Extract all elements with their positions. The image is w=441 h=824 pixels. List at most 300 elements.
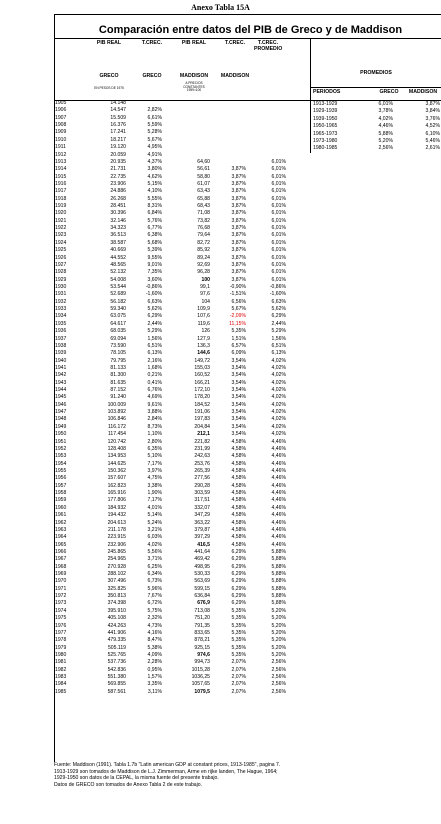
year-cell: 1969 xyxy=(55,571,67,578)
promedio-cell: 4,02% xyxy=(271,372,286,379)
promedio-cell: 4,02% xyxy=(271,394,286,401)
table-row xyxy=(0,402,441,409)
greco-pib-cell: 14.547 xyxy=(110,107,126,114)
promedio-cell: 6,01% xyxy=(271,276,286,283)
promedio-cell: 2,56% xyxy=(271,681,286,688)
year-cell: 1963 xyxy=(55,526,67,533)
year-cell: 1979 xyxy=(55,644,67,651)
year-cell: 1929 xyxy=(55,276,67,283)
maddison-tcrec-cell: 6,56% xyxy=(231,298,246,305)
maddison-pib-cell: 172,10 xyxy=(194,387,210,394)
maddison-tcrec-cell: 3,54% xyxy=(231,379,246,386)
maddison-pib-cell: 191,06 xyxy=(194,409,210,416)
table-row xyxy=(0,181,441,188)
table-row xyxy=(0,681,441,688)
table-row xyxy=(0,549,441,556)
maddison-pib-cell: 878,21 xyxy=(194,637,210,644)
greco-tcrec-cell: 5,39% xyxy=(147,247,162,254)
promedio-cell: 4,46% xyxy=(271,460,286,467)
greco-pib-cell: 128.408 xyxy=(107,445,126,452)
year-cell: 1939 xyxy=(55,350,67,357)
table-row xyxy=(0,115,441,122)
greco-pib-cell: 78.105 xyxy=(110,350,126,357)
greco-tcrec-cell: 7,17% xyxy=(147,460,162,467)
maddison-pib-cell: 155,03 xyxy=(194,364,210,371)
table-row xyxy=(0,144,441,151)
table-row xyxy=(0,608,441,615)
year-cell: 1916 xyxy=(55,180,67,187)
table-row xyxy=(0,225,441,232)
year-cell: 1954 xyxy=(55,460,67,467)
promedio-cell: 6,01% xyxy=(271,247,286,254)
promedio-cell: 4,46% xyxy=(271,453,286,460)
promedio-cell: 5,20% xyxy=(271,629,286,636)
table-row xyxy=(0,255,441,262)
promedio-cell: 6,01% xyxy=(271,239,286,246)
greco-pib-cell: 32.146 xyxy=(110,217,126,224)
year-cell: 1914 xyxy=(55,166,67,173)
greco-tcrec-cell: 5,29% xyxy=(147,328,162,335)
maddison-pib-cell: 347,29 xyxy=(194,512,210,519)
maddison-tcrec-cell: 3,87% xyxy=(231,276,246,283)
greco-tcrec-cell: -0,86% xyxy=(145,284,162,290)
maddison-pib-cell: 89,24 xyxy=(197,254,210,261)
greco-pib-cell: 14.148 xyxy=(110,100,126,106)
greco-tcrec-cell: 4,69% xyxy=(147,394,162,401)
maddison-tcrec-cell: 4,58% xyxy=(231,475,246,482)
maddison-tcrec-cell: 4,58% xyxy=(231,438,246,445)
greco-pib-cell: 177.806 xyxy=(107,497,126,504)
greco-pib-cell: 374.398 xyxy=(107,600,126,607)
maddison-tcrec-cell: 3,87% xyxy=(231,195,246,202)
periodo-cell: 1913-1929 xyxy=(313,101,338,107)
maddison-tcrec-cell: 4,58% xyxy=(231,497,246,504)
maddison-pib-cell: 85,92 xyxy=(197,247,210,254)
greco-pib-cell: 22.735 xyxy=(110,173,126,180)
maddison-pib-cell: 144,6 xyxy=(197,350,210,357)
promedio-greco-cell: 5,20% xyxy=(378,138,393,144)
promedio-cell: 6,01% xyxy=(271,188,286,195)
table-row xyxy=(0,527,441,534)
greco-tcrec-cell: 3,60% xyxy=(147,276,162,283)
maddison-tcrec-cell: 5,67% xyxy=(231,306,246,313)
maddison-tcrec-cell: 6,29% xyxy=(231,571,246,578)
maddison-tcrec-cell: 3,87% xyxy=(231,210,246,217)
greco-pib-cell: 505.119 xyxy=(107,644,126,651)
promedio-greco-cell: 2,56% xyxy=(378,145,393,152)
promedio-cell: 4,02% xyxy=(271,387,286,394)
table-row xyxy=(0,505,441,512)
maddison-pib-cell: 317,51 xyxy=(194,497,210,504)
greco-pib-cell: 79.795 xyxy=(110,357,126,364)
maddison-pib-cell: 76,68 xyxy=(197,225,210,232)
promedio-cell: 6,29% xyxy=(271,313,286,320)
maddison-tcrec-cell: 5,35% xyxy=(231,607,246,614)
maddison-tcrec-cell: 3,87% xyxy=(231,225,246,232)
maddison-pib-cell: 107,6 xyxy=(197,313,210,320)
greco-tcrec-cell: 0,95% xyxy=(147,666,162,673)
note-line: 1929-1950 son datos de la CEPAL, la misma fuente del presente trabajo. xyxy=(54,775,219,781)
promedio-cell: 6,01% xyxy=(271,158,286,165)
table-row xyxy=(0,174,441,181)
greco-tcrec-cell: 6,03% xyxy=(147,534,162,541)
year-cell: 1937 xyxy=(55,335,67,342)
greco-tcrec-cell: 3,97% xyxy=(147,468,162,474)
promedio-cell: 5,62% xyxy=(271,306,286,313)
promedio-cell: 4,46% xyxy=(271,497,286,504)
year-cell: 1907 xyxy=(55,114,67,121)
greco-tcrec-cell: 3,88% xyxy=(147,409,162,416)
maddison-tcrec-cell: 4,58% xyxy=(231,460,246,467)
greco-pib-cell: 144.625 xyxy=(107,460,126,467)
year-cell: 1947 xyxy=(55,409,67,416)
promedio-cell: 4,46% xyxy=(271,482,286,489)
year-cell: 1930 xyxy=(55,284,67,290)
promedio-cell: 6,01% xyxy=(271,232,286,239)
maddison-tcrec-cell: 2,07% xyxy=(231,659,246,666)
greco-tcrec-cell: 4,62% xyxy=(147,173,162,180)
promedio-cell: 2,56% xyxy=(271,659,286,666)
maddison-pib-cell: 1015,28 xyxy=(191,666,210,673)
maddison-tcrec-cell: 3,87% xyxy=(231,261,246,268)
table-row xyxy=(0,600,441,607)
maddison-pib-cell: 833,65 xyxy=(194,629,210,636)
header-maddison-1: MADDISON xyxy=(179,73,209,79)
promedio-cell: 2,56% xyxy=(271,688,286,695)
maddison-tcrec-cell: 3,54% xyxy=(231,423,246,430)
year-cell: 1922 xyxy=(55,225,67,232)
maddison-tcrec-cell: 3,54% xyxy=(231,394,246,401)
promedio-cell: 4,46% xyxy=(271,438,286,445)
table-row xyxy=(0,299,441,306)
maddison-pib-cell: 65,88 xyxy=(197,195,210,202)
greco-pib-cell: 184.932 xyxy=(107,504,126,511)
table-row xyxy=(0,269,441,276)
table-row xyxy=(0,416,441,423)
maddison-tcrec-cell: 3,54% xyxy=(231,364,246,371)
year-cell: 1941 xyxy=(55,364,67,371)
table-row xyxy=(0,586,441,593)
greco-tcrec-cell: 5,59% xyxy=(147,122,162,129)
greco-pib-cell: 24.886 xyxy=(110,188,126,195)
promedio-cell: 4,02% xyxy=(271,416,286,423)
greco-pib-cell: 23.906 xyxy=(110,180,126,187)
maddison-tcrec-cell: 4,58% xyxy=(231,468,246,474)
maddison-tcrec-cell: -0,90% xyxy=(229,284,246,290)
greco-pib-cell: 232.906 xyxy=(107,541,126,548)
year-cell: 1980 xyxy=(55,652,67,658)
year-cell: 1972 xyxy=(55,593,67,600)
greco-tcrec-cell: 1,10% xyxy=(147,431,162,438)
year-cell: 1983 xyxy=(55,674,67,681)
year-cell: 1959 xyxy=(55,497,67,504)
greco-pib-cell: 30.396 xyxy=(110,210,126,217)
note-line: Fuente: Maddison (1991). Tabla 1.7b "Latin american GDP at constant prices, 1913-1985", pagina 7. xyxy=(54,762,281,768)
maddison-tcrec-cell: 5,35% xyxy=(231,637,246,644)
promedio-cell: 4,02% xyxy=(271,379,286,386)
greco-pib-cell: 165.916 xyxy=(107,490,126,497)
promedio-cell: 2,44% xyxy=(271,320,286,327)
promedio-cell: 4,46% xyxy=(271,526,286,533)
table-row xyxy=(0,137,441,144)
year-cell: 1976 xyxy=(55,622,67,629)
maddison-tcrec-cell: 4,58% xyxy=(231,504,246,511)
table-row xyxy=(0,166,441,173)
greco-tcrec-cell: 6,72% xyxy=(147,600,162,607)
greco-tcrec-cell: 5,14% xyxy=(147,512,162,519)
greco-pib-cell: 53.544 xyxy=(110,284,126,290)
greco-pib-cell: 18.217 xyxy=(110,136,126,143)
greco-tcrec-cell: 5,38% xyxy=(147,644,162,651)
year-cell: 1927 xyxy=(55,261,67,268)
year-cell: 1926 xyxy=(55,254,67,261)
greco-pib-cell: 91.240 xyxy=(110,394,126,401)
maddison-tcrec-cell: 4,58% xyxy=(231,512,246,519)
maddison-pib-cell: 379,87 xyxy=(194,526,210,533)
greco-pib-cell: 405.108 xyxy=(107,615,126,622)
maddison-pib-cell: 126 xyxy=(201,328,210,335)
maddison-pib-cell: 290,28 xyxy=(194,482,210,489)
header-tcrec-maddison: T.CREC. xyxy=(224,40,246,46)
table-row xyxy=(0,218,441,225)
main-title: Comparación entre datos del PIB de Greco y de Maddison xyxy=(98,24,403,36)
table-row xyxy=(0,336,441,343)
greco-tcrec-cell: 6,29% xyxy=(147,313,162,320)
promedio-cell: 5,88% xyxy=(271,556,286,563)
maddison-tcrec-cell: 3,87% xyxy=(231,239,246,246)
year-cell: 1924 xyxy=(55,239,67,246)
maddison-pib-cell: 791,35 xyxy=(194,622,210,629)
greco-tcrec-cell: 9,01% xyxy=(147,261,162,268)
promedio-cell: 6,01% xyxy=(271,173,286,180)
greco-pib-cell: 117.454 xyxy=(107,431,126,438)
table-row xyxy=(0,446,441,453)
year-cell: 1936 xyxy=(55,328,67,335)
greco-pib-cell: 424.263 xyxy=(107,622,126,629)
promedio-cell: 5,88% xyxy=(271,593,286,600)
source-notes xyxy=(54,762,441,788)
maddison-tcrec-cell: 5,35% xyxy=(231,328,246,335)
promedio-cell: 5,29% xyxy=(271,328,286,335)
year-cell: 1978 xyxy=(55,637,67,644)
promedio-cell: 4,46% xyxy=(271,534,286,541)
promedio-maddison-cell: 3,84% xyxy=(425,108,440,115)
greco-tcrec-cell: 5,55% xyxy=(147,195,162,202)
periodo-cell: 1950-1965 xyxy=(313,123,338,130)
year-cell: 1940 xyxy=(55,357,67,364)
greco-pib-cell: 69.094 xyxy=(110,335,126,342)
greco-tcrec-cell: 2,16% xyxy=(147,357,162,364)
maddison-tcrec-cell: 6,29% xyxy=(231,548,246,555)
promedio-cell: 4,02% xyxy=(271,364,286,371)
greco-pib-cell: 38.587 xyxy=(110,239,126,246)
maddison-pib-cell: 974,6 xyxy=(197,652,210,658)
greco-pib-cell: 587.561 xyxy=(107,688,126,695)
greco-pib-cell: 204.613 xyxy=(107,519,126,526)
table-row xyxy=(0,623,441,630)
promedio-cell: 5,88% xyxy=(271,600,286,607)
year-cell: 1917 xyxy=(55,188,67,195)
table-row xyxy=(0,159,441,166)
year-cell: 1971 xyxy=(55,585,67,592)
year-cell: 1910 xyxy=(55,136,67,143)
top-border xyxy=(54,14,441,15)
maddison-tcrec-cell: 4,58% xyxy=(231,490,246,497)
greco-tcrec-cell: 6,13% xyxy=(147,350,162,357)
table-row xyxy=(0,277,441,284)
year-cell: 1943 xyxy=(55,379,67,386)
promedio-cell: 5,20% xyxy=(271,644,286,651)
year-cell: 1932 xyxy=(55,298,67,305)
year-cell: 1938 xyxy=(55,342,67,349)
greco-pib-cell: 17.241 xyxy=(110,129,126,136)
header-maddison-promedios: MADDISON xyxy=(408,89,438,95)
promedio-cell: 5,20% xyxy=(271,607,286,614)
greco-tcrec-cell: 7,17% xyxy=(147,497,162,504)
year-cell: 1931 xyxy=(55,291,67,298)
greco-pib-cell: 81.133 xyxy=(110,364,126,371)
promedio-greco-cell: 4,46% xyxy=(378,123,393,130)
greco-tcrec-cell: 6,38% xyxy=(147,232,162,239)
maddison-pib-cell: 136,3 xyxy=(197,342,210,349)
greco-pib-cell: 525.765 xyxy=(107,652,126,658)
promedio-cell: 4,02% xyxy=(271,357,286,364)
promedio-cell: 6,01% xyxy=(271,261,286,268)
maddison-tcrec-cell: 6,29% xyxy=(231,593,246,600)
year-cell: 1973 xyxy=(55,600,67,607)
maddison-pib-cell: 149,72 xyxy=(194,357,210,364)
year-cell: 1961 xyxy=(55,512,67,519)
maddison-pib-cell: 100 xyxy=(201,276,210,283)
greco-pib-cell: 106.846 xyxy=(107,416,126,423)
year-cell: 1921 xyxy=(55,217,67,224)
promedio-maddison-cell: 3,87% xyxy=(425,101,440,107)
greco-tcrec-cell: -1,60% xyxy=(145,291,162,298)
greco-tcrec-cell: 3,80% xyxy=(147,166,162,173)
maddison-pib-cell: 178,20 xyxy=(194,394,210,401)
greco-pib-cell: 21.731 xyxy=(110,166,126,173)
maddison-tcrec-cell: 3,87% xyxy=(231,173,246,180)
maddison-tcrec-cell: 5,35% xyxy=(231,652,246,658)
greco-pib-cell: 134.953 xyxy=(107,453,126,460)
year-cell: 1953 xyxy=(55,453,67,460)
greco-pib-cell: 36.513 xyxy=(110,232,126,239)
promedio-cell: 2,56% xyxy=(271,674,286,681)
year-cell: 1906 xyxy=(55,107,67,114)
greco-tcrec-cell: 5,62% xyxy=(147,306,162,313)
table-row xyxy=(0,196,441,203)
greco-pib-cell: 542.836 xyxy=(107,666,126,673)
greco-tcrec-cell: 5,96% xyxy=(147,585,162,592)
maddison-tcrec-cell: 2,07% xyxy=(231,674,246,681)
maddison-tcrec-cell: 5,35% xyxy=(231,622,246,629)
maddison-tcrec-cell: 4,58% xyxy=(231,519,246,526)
greco-pib-cell: 254.965 xyxy=(107,556,126,563)
greco-tcrec-cell: 3,11% xyxy=(147,688,162,695)
maddison-pib-cell: 63,43 xyxy=(197,188,210,195)
greco-pib-cell: 307.496 xyxy=(107,578,126,585)
table-row xyxy=(0,424,441,431)
greco-pib-cell: 537.736 xyxy=(107,659,126,666)
greco-pib-cell: 100.009 xyxy=(107,401,126,408)
year-cell: 1944 xyxy=(55,387,67,394)
periodo-cell: 1973-1980 xyxy=(313,138,338,144)
greco-pib-cell: 34.323 xyxy=(110,225,126,232)
header-greco-1: GRECO xyxy=(99,73,119,79)
greco-pib-cell: 16.376 xyxy=(110,122,126,129)
table-row xyxy=(0,313,441,320)
maddison-pib-cell: 713,08 xyxy=(194,607,210,614)
greco-pib-cell: 59.340 xyxy=(110,306,126,313)
greco-tcrec-cell: 4,16% xyxy=(147,629,162,636)
maddison-pib-cell: 231,99 xyxy=(194,445,210,452)
maddison-tcrec-cell: 3,54% xyxy=(231,409,246,416)
maddison-pib-cell: 1057,65 xyxy=(191,681,210,688)
promedio-cell: 6,63% xyxy=(271,298,286,305)
greco-tcrec-cell: 3,71% xyxy=(147,556,162,563)
table-row xyxy=(0,350,441,357)
table-row xyxy=(0,210,441,217)
greco-tcrec-cell: 7,67% xyxy=(147,593,162,600)
year-cell: 1909 xyxy=(55,129,67,136)
greco-tcrec-cell: 6,84% xyxy=(147,210,162,217)
maddison-pib-cell: 363,22 xyxy=(194,519,210,526)
promedio-cell: 6,01% xyxy=(271,269,286,276)
table-row xyxy=(0,188,441,195)
table-row xyxy=(0,497,441,504)
greco-tcrec-cell: 1,90% xyxy=(147,490,162,497)
periodo-cell: 1980-1985 xyxy=(313,145,338,152)
table-row xyxy=(0,520,441,527)
table-row xyxy=(0,571,441,578)
greco-tcrec-cell: 3,38% xyxy=(147,482,162,489)
maddison-pib-cell: 73,82 xyxy=(197,217,210,224)
note-line: Datos de GRECO son tomados de Anexo Tabla 2 de este trabajo. xyxy=(54,781,202,788)
table-row xyxy=(0,534,441,541)
table-row xyxy=(0,431,441,438)
greco-tcrec-cell: 3,21% xyxy=(147,526,162,533)
greco-tcrec-cell: 6,34% xyxy=(147,571,162,578)
promedios-header-divider xyxy=(310,87,441,88)
greco-pib-cell: 56.182 xyxy=(110,298,126,305)
greco-pib-cell: 52.132 xyxy=(110,269,126,276)
header-tcrec-promedio: T.CREC. PROMEDIO xyxy=(254,40,283,52)
maddison-tcrec-cell: 5,35% xyxy=(231,615,246,622)
greco-pib-cell: 270.928 xyxy=(107,563,126,570)
greco-tcrec-cell: 0,41% xyxy=(147,379,162,386)
table-row xyxy=(0,247,441,254)
year-cell: 1928 xyxy=(55,269,67,276)
table-row xyxy=(0,439,441,446)
greco-tcrec-cell: 9,61% xyxy=(147,401,162,408)
maddison-pib-cell: 160,52 xyxy=(194,372,210,379)
year-cell: 1942 xyxy=(55,372,67,379)
maddison-pib-cell: 416,5 xyxy=(197,541,210,548)
year-cell: 1935 xyxy=(55,320,67,327)
greco-tcrec-cell: 8,73% xyxy=(147,423,162,430)
promedio-cell: 5,88% xyxy=(271,578,286,585)
greco-pib-cell: 40.669 xyxy=(110,247,126,254)
periodo-cell: 1929-1939 xyxy=(313,108,338,115)
greco-tcrec-cell: 5,75% xyxy=(147,607,162,614)
promedio-greco-cell: 4,02% xyxy=(378,115,393,122)
year-cell: 1960 xyxy=(55,504,67,511)
greco-tcrec-cell: 9,55% xyxy=(147,254,162,261)
maddison-tcrec-cell: 3,87% xyxy=(231,217,246,224)
maddison-tcrec-cell: 1,51% xyxy=(231,335,246,342)
table-row xyxy=(0,328,441,335)
greco-pib-cell: 19.120 xyxy=(110,144,126,151)
